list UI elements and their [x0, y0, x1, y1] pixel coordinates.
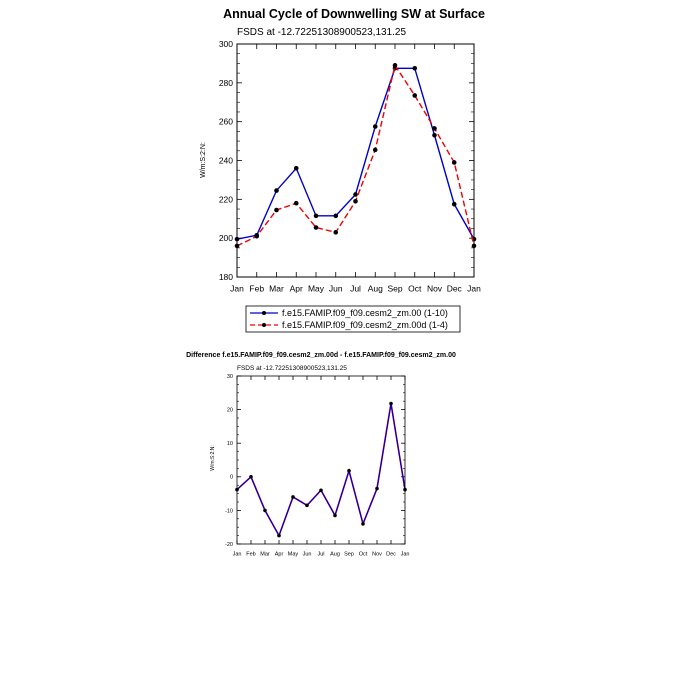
x-tick-label: Feb — [246, 551, 256, 558]
data-point-series-1 — [333, 514, 337, 518]
y-tick-label: 260 — [218, 116, 233, 127]
x-tick-label: Jan — [232, 551, 242, 558]
chart1-legend — [246, 306, 460, 332]
y-tick-label: -20 — [225, 541, 233, 548]
data-point-series-1 — [432, 133, 437, 138]
data-point-series-1 — [389, 402, 393, 406]
data-point-series-2 — [254, 234, 259, 239]
x-tick-label: Jul — [350, 283, 361, 294]
data-point-series-1 — [291, 495, 295, 499]
series-line-2 — [237, 65, 474, 246]
data-point-series-1 — [274, 188, 279, 193]
data-point-series-2 — [333, 230, 338, 235]
chart-annual-cycle — [200, 7, 485, 332]
data-point-series-2 — [314, 225, 319, 230]
y-tick-label: 240 — [218, 155, 233, 166]
chart2-series-layer — [235, 402, 407, 538]
y-tick-label: 30 — [226, 373, 233, 380]
data-point-series-1 — [452, 202, 457, 207]
data-point-series-1 — [361, 522, 365, 526]
x-tick-label: Jun — [302, 551, 312, 558]
x-tick-label: Jan — [467, 283, 481, 294]
data-point-series-1 — [347, 469, 351, 473]
chart1-ticks — [219, 39, 481, 294]
x-tick-label: Feb — [249, 283, 265, 294]
chart2-title: Difference f.e15.FAMIP.f09_f09.cesm2_zm.00d - f.e15.FAMIP.f09_f09.cesm2_zm.00 — [186, 352, 456, 359]
data-point-series-2 — [432, 126, 437, 131]
x-tick-label: Aug — [330, 551, 340, 558]
x-tick-label: Apr — [274, 551, 284, 558]
x-tick-label: Mar — [260, 551, 270, 558]
data-point-series-2 — [452, 160, 457, 165]
chart1-ylabel: W/m:S:2:N: — [200, 142, 207, 178]
legend-marker-series-2 — [262, 323, 266, 327]
x-tick-label: Jan — [400, 551, 410, 558]
x-tick-label: Jun — [328, 283, 343, 294]
y-tick-label: -10 — [225, 508, 233, 515]
y-tick-label: 180 — [218, 271, 233, 282]
series-line-1 — [237, 404, 405, 536]
data-point-series-1 — [353, 192, 358, 197]
y-tick-label: 280 — [218, 77, 233, 88]
chart2-plot-frame — [237, 376, 405, 544]
data-point-series-1 — [263, 509, 267, 513]
x-tick-label: May — [307, 283, 325, 294]
x-tick-label: Aug — [367, 283, 383, 294]
data-point-series-1 — [305, 504, 309, 508]
chart1-subtitle: FSDS at -12.72251308900523,131.25 — [237, 27, 407, 38]
data-point-series-2 — [373, 148, 378, 153]
x-tick-label: Jul — [317, 551, 325, 558]
y-tick-label: 20 — [226, 407, 233, 414]
y-tick-label: 0 — [229, 474, 233, 481]
data-point-series-1 — [375, 487, 379, 491]
x-tick-label: Mar — [269, 283, 284, 294]
data-point-series-1 — [249, 475, 253, 479]
data-point-series-1 — [373, 124, 378, 129]
x-tick-label: Apr — [289, 283, 303, 294]
y-tick-label: 300 — [218, 38, 233, 49]
chart2-ylabel: W/m:S:2:N: — [210, 445, 216, 471]
data-point-series-2 — [353, 199, 358, 204]
data-point-series-1 — [319, 488, 323, 492]
data-point-series-1 — [412, 66, 417, 71]
chart1-series-layer — [235, 63, 477, 248]
data-point-series-2 — [294, 201, 299, 206]
x-tick-label: Oct — [408, 283, 422, 294]
x-tick-label: Sep — [387, 283, 403, 294]
x-tick-label: Oct — [358, 551, 368, 558]
data-point-series-2 — [274, 208, 279, 213]
data-point-series-1 — [314, 214, 319, 219]
chart2-subtitle: FSDS at -12.72251308900523,131.25 — [237, 365, 347, 372]
legend-label-series-2: f.e15.FAMIP.f09_f09.cesm2_zm.00d (1-4) — [282, 320, 448, 330]
x-tick-label: May — [287, 551, 299, 558]
legend-label-series-1: f.e15.FAMIP.f09_f09.cesm2_zm.00 (1-10) — [282, 308, 448, 318]
data-point-series-1 — [333, 214, 338, 219]
x-tick-label: Dec — [446, 283, 462, 294]
data-point-series-1 — [277, 534, 281, 538]
chart1-plot-frame — [237, 44, 474, 277]
y-tick-label: 220 — [218, 194, 233, 205]
y-tick-label: 10 — [226, 441, 233, 448]
chart1-title: Annual Cycle of Downwelling SW at Surface — [223, 7, 485, 21]
data-point-series-1 — [294, 166, 299, 171]
x-tick-label: Sep — [344, 551, 354, 558]
y-tick-label: 200 — [218, 233, 233, 244]
legend-marker-series-1 — [262, 311, 266, 315]
chart-difference — [186, 352, 456, 558]
data-point-series-2 — [393, 63, 398, 68]
series-line-1 — [237, 68, 474, 239]
x-tick-label: Jan — [230, 283, 244, 294]
x-tick-label: Dec — [386, 551, 396, 558]
x-tick-label: Nov — [372, 551, 382, 558]
chart2-ticks — [225, 374, 409, 558]
data-point-series-2 — [412, 93, 417, 98]
x-tick-label: Nov — [426, 283, 443, 294]
